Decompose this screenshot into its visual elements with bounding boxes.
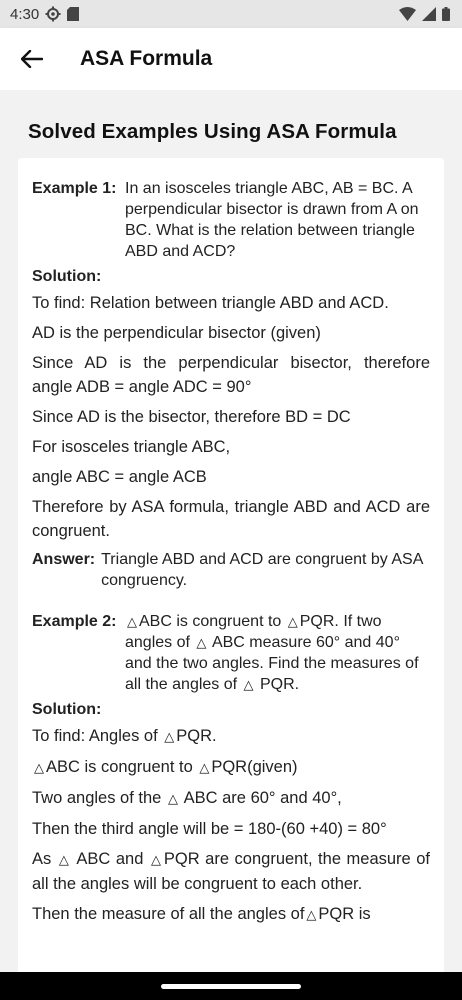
triangle-symbol: △: [150, 852, 162, 867]
example-2-line-5-a: As: [32, 850, 52, 868]
arrow-left-icon: [21, 50, 43, 68]
example-1-label: Example 1:: [32, 180, 117, 197]
app-bar: [0, 28, 462, 90]
example-2-question-row: [32, 611, 430, 695]
example-1-line-1: To find: Relation between triangle ABD and ACD.: [32, 294, 389, 312]
example-2-q-part-4: PQR.: [259, 676, 300, 693]
example-2-line-6-b: PQR is: [318, 905, 371, 923]
example-2-line-1-b: PQR.: [176, 727, 217, 745]
signal-icon: [422, 7, 436, 21]
example-2-line-5: [32, 847, 430, 896]
status-bar: [0, 0, 462, 28]
examples-card: [18, 158, 444, 972]
example-1-answer-row: [32, 549, 430, 591]
triangle-symbol: △: [164, 729, 175, 744]
example-1-question-row: [32, 178, 430, 262]
example-2-line-6-a: Then the measure of all the angles of: [32, 905, 305, 923]
example-2-line-2-b: PQR(given): [211, 758, 298, 776]
triangle-symbol: △: [199, 760, 210, 775]
wifi-icon: [399, 7, 416, 21]
example-1-line-7: Therefore by ASA formula, triangle ABD and ACD are congruent.: [32, 498, 430, 540]
settings-gear-icon: [45, 6, 61, 22]
status-left: [10, 6, 79, 23]
example-2-q-part-2: PQR. If two angles of: [125, 613, 382, 651]
example-2-line-2: [32, 755, 430, 780]
example-1-answer-label: Answer:: [32, 551, 96, 568]
example-2-line-3-a: Two angles of the: [32, 789, 162, 807]
section-title: Solved Examples Using ASA Formula: [28, 120, 397, 143]
example-2-line-3: [32, 786, 430, 811]
example-2-line-2-a: ABC is congruent to: [46, 758, 193, 776]
back-button[interactable]: [18, 45, 46, 73]
triangle-symbol: △: [127, 614, 137, 629]
example-2-label: Example 2:: [32, 613, 117, 630]
example-1-solution-label: Solution:: [32, 268, 102, 285]
example-1-line-4: Since AD is the bisector, therefore BD = DC: [32, 408, 351, 426]
home-gesture-handle[interactable]: [161, 984, 301, 989]
example-1-question: In an isosceles triangle ABC, AB = BC. A perpendicular bisector is drawn from A on BC. What is the relation between triangle ABD and ACD?: [125, 180, 419, 260]
example-2-q-part-3: ABC measure 60° and 40° and the two angles. Find the measures of all the angles of: [125, 634, 419, 693]
status-right: [399, 7, 450, 21]
content-scroll-area[interactable]: [0, 90, 462, 972]
battery-icon: [442, 7, 450, 21]
sd-card-icon: [67, 7, 79, 21]
example-1-line-6: angle ABC = angle ACB: [32, 468, 207, 486]
example-2-question: [125, 611, 430, 695]
status-time: 4:30: [10, 5, 40, 23]
example-1-answer: Triangle ABD and ACD are congruent by ASA congruency.: [101, 551, 423, 589]
triangle-symbol: △: [196, 635, 207, 650]
triangle-symbol: △: [167, 791, 178, 806]
example-gap: [32, 591, 430, 611]
example-2-line-1: [32, 724, 430, 749]
example-1-line-2: AD is the perpendicular bisector (given): [32, 324, 321, 342]
example-2-q-part-1: ABC is congruent to: [139, 613, 282, 630]
example-1-line-3: Since AD is the perpendicular bisector, therefore angle ADB = angle ADC = 90°: [32, 354, 430, 396]
triangle-symbol: △: [306, 907, 317, 922]
triangle-symbol: △: [58, 852, 70, 867]
triangle-symbol: △: [243, 677, 254, 692]
example-2-line-5-c: PQR are congruent, the measure of all the angles will be congruent to each other.: [32, 850, 431, 893]
example-2-line-5-b: ABC and: [76, 850, 144, 868]
example-2-line-4: Then the third angle will be = 180-(60 +40) = 80°: [32, 820, 387, 838]
example-1-line-5: For isosceles triangle ABC,: [32, 438, 231, 456]
example-2-solution-label: Solution:: [32, 701, 102, 718]
system-navigation-bar: [0, 972, 462, 1000]
example-2-line-6: [32, 902, 430, 927]
example-2-line-3-b: ABC are 60° and 40°,: [183, 789, 342, 807]
example-2-line-1-a: To find: Angles of: [32, 727, 158, 745]
page-title: ASA Formula: [80, 47, 213, 70]
triangle-symbol: △: [34, 760, 44, 775]
triangle-symbol: △: [287, 614, 298, 629]
